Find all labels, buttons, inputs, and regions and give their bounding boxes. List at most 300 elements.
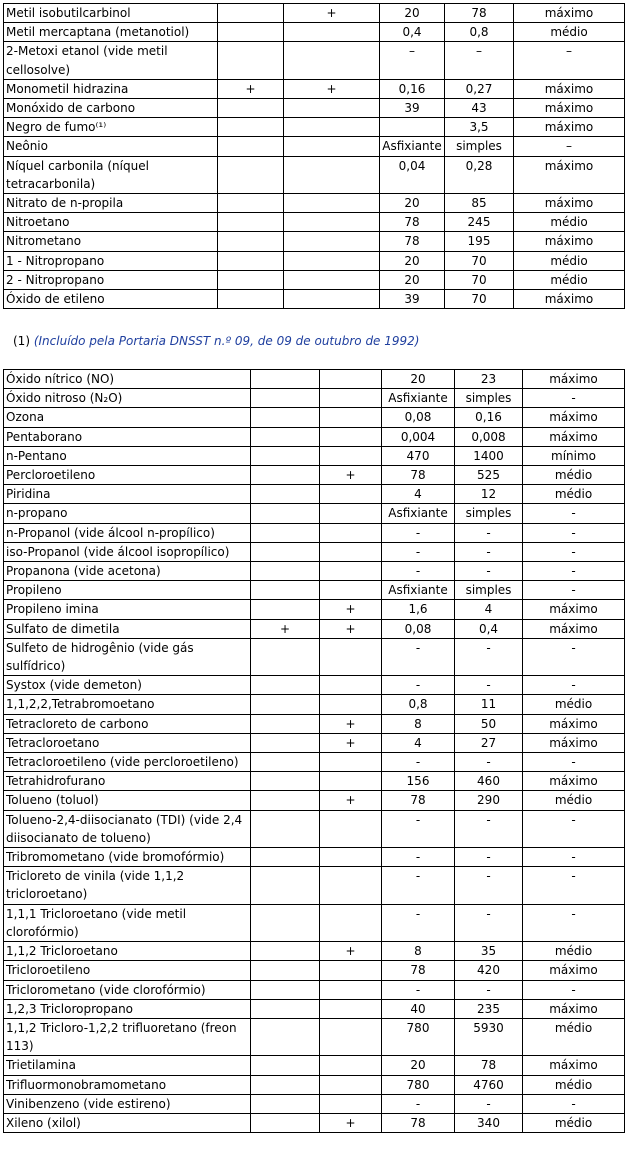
mark-col-a-cell: [251, 485, 320, 504]
grade-cell: máximo: [523, 408, 625, 427]
mark-col-b-cell: [284, 137, 380, 156]
value-mg-cell: 78: [445, 4, 514, 23]
value-mg-cell: 245: [445, 213, 514, 232]
grade-cell: -: [523, 562, 625, 581]
mark-col-a-cell: [251, 1113, 320, 1132]
table-row: [4, 523, 625, 542]
value-ppm-cell: 78: [380, 213, 445, 232]
substance-name-cell: 2-Metoxi etanol (vide metil cellosolve): [4, 42, 218, 79]
mark-col-a-cell: [218, 156, 284, 193]
mark-col-b-cell: +: [320, 942, 382, 961]
value-mg-cell: 50: [455, 714, 523, 733]
substance-name-cell: Monometil hidrazina: [4, 79, 218, 98]
substance-name-cell: Óxido nítrico (NO): [4, 370, 251, 389]
value-mg-cell: -: [455, 676, 523, 695]
table-row: [4, 1075, 625, 1094]
substance-name-cell: Nitrato de n-propila: [4, 194, 218, 213]
table-row: [4, 695, 625, 714]
value-mg-cell: 12: [455, 485, 523, 504]
mark-col-b-cell: [284, 23, 380, 42]
value-mg-cell: 4760: [455, 1075, 523, 1094]
value-mg-cell: -: [455, 848, 523, 867]
grade-cell: máximo: [523, 600, 625, 619]
mark-col-a-cell: [251, 638, 320, 675]
substance-name-cell: 1,1,2 Tricloroetano: [4, 942, 251, 961]
value-mg-cell: -: [455, 638, 523, 675]
grade-cell: médio: [523, 942, 625, 961]
table-row: [4, 904, 625, 941]
grade-cell: máximo: [523, 1056, 625, 1075]
mark-col-b-cell: +: [284, 4, 380, 23]
value-mg-cell: 0,8: [445, 23, 514, 42]
mark-col-b-cell: [320, 370, 382, 389]
value-ppm-cell: 39: [380, 99, 445, 118]
grade-cell: -: [523, 810, 625, 847]
value-ppm-cell: 40: [382, 999, 455, 1018]
value-ppm-cell: 20: [380, 4, 445, 23]
mark-col-a-cell: [251, 504, 320, 523]
mark-col-a-cell: [251, 848, 320, 867]
value-mg-cell: -: [455, 867, 523, 904]
table-row: [4, 942, 625, 961]
mark-col-a-cell: [218, 42, 284, 79]
value-mg-cell: 235: [455, 999, 523, 1018]
substance-name-cell: Neônio: [4, 137, 218, 156]
grade-cell: máximo: [523, 619, 625, 638]
mark-col-a-cell: [251, 714, 320, 733]
mark-col-b-cell: +: [320, 733, 382, 752]
mark-col-a-cell: [218, 4, 284, 23]
substance-name-cell: Sulfeto de hidrogênio (vide gás sulfídrico): [4, 638, 251, 675]
value-mg-cell: 0,008: [455, 427, 523, 446]
mark-col-a-cell: [218, 232, 284, 251]
value-mg-cell: -: [455, 1094, 523, 1113]
value-mg-cell: 290: [455, 791, 523, 810]
mark-col-a-cell: [251, 1056, 320, 1075]
substance-name-cell: 1,1,2,2,Tetrabromoetano: [4, 695, 251, 714]
value-ppm-cell: -: [382, 810, 455, 847]
table-row: [4, 867, 625, 904]
value-ppm-cell: -: [382, 753, 455, 772]
value-ppm-cell: 78: [382, 791, 455, 810]
value-ppm-cell: 0,04: [380, 156, 445, 193]
mark-col-a-cell: [218, 194, 284, 213]
table-row: [4, 446, 625, 465]
grade-cell: máximo: [514, 290, 625, 309]
mark-col-b-cell: [320, 980, 382, 999]
mark-col-a-cell: [218, 23, 284, 42]
grade-cell: médio: [523, 485, 625, 504]
table-row: [4, 137, 625, 156]
mark-col-b-cell: [320, 999, 382, 1018]
table-row: [4, 848, 625, 867]
value-mg-cell: 35: [455, 942, 523, 961]
grade-cell: médio: [514, 213, 625, 232]
grade-cell: -: [523, 523, 625, 542]
value-ppm-cell: -: [382, 523, 455, 542]
mark-col-b-cell: [320, 810, 382, 847]
mark-col-b-cell: [320, 1018, 382, 1055]
table-row: [4, 118, 625, 137]
table-row: [4, 42, 625, 79]
grade-cell: médio: [514, 23, 625, 42]
mark-col-b-cell: +: [320, 600, 382, 619]
value-mg-cell: 3,5: [445, 118, 514, 137]
mark-col-a-cell: [251, 695, 320, 714]
substance-name-cell: Tribromometano (vide bromofórmio): [4, 848, 251, 867]
mark-col-b-cell: [284, 42, 380, 79]
value-ppm-cell: –: [380, 42, 445, 79]
table-row: [4, 562, 625, 581]
table-row: [4, 251, 625, 270]
value-mg-cell: 460: [455, 772, 523, 791]
substance-name-cell: 1,1,1 Tricloroetano (vide metil clorofórmio): [4, 904, 251, 941]
mark-col-b-cell: [320, 389, 382, 408]
substance-name-cell: Percloroetileno: [4, 466, 251, 485]
table-row: [4, 961, 625, 980]
value-ppm-cell: 20: [382, 370, 455, 389]
mark-col-a-cell: [251, 581, 320, 600]
mark-col-a-cell: [251, 733, 320, 752]
mark-col-b-cell: [320, 848, 382, 867]
value-ppm-cell: 780: [382, 1075, 455, 1094]
substance-name-cell: Monóxido de carbono: [4, 99, 218, 118]
substance-name-cell: Trifluormonobramometano: [4, 1075, 251, 1094]
substance-name-cell: Piridina: [4, 485, 251, 504]
table-row: [4, 753, 625, 772]
substance-name-cell: Systox (vide demeton): [4, 676, 251, 695]
grade-cell: máximo: [514, 79, 625, 98]
value-mg-cell: -: [455, 542, 523, 561]
substance-name-cell: Triclorometano (vide clorofórmio): [4, 980, 251, 999]
mark-col-b-cell: +: [320, 466, 382, 485]
value-ppm-cell: 0,08: [382, 408, 455, 427]
mark-col-b-cell: [320, 1094, 382, 1113]
grade-cell: médio: [514, 251, 625, 270]
value-mg-cell: 70: [445, 270, 514, 289]
substance-name-cell: 1 - Nitropropano: [4, 251, 218, 270]
value-mg-cell: 0,16: [455, 408, 523, 427]
table-row: [4, 156, 625, 193]
mark-col-b-cell: [320, 772, 382, 791]
mark-col-b-cell: [284, 194, 380, 213]
value-ppm-cell: 20: [382, 1056, 455, 1075]
substance-name-cell: Tetrahidrofurano: [4, 772, 251, 791]
substance-name-cell: Propileno imina: [4, 600, 251, 619]
mark-col-b-cell: [320, 581, 382, 600]
mark-col-a-cell: [251, 1075, 320, 1094]
footnote: [13, 333, 419, 349]
table-row: [4, 600, 625, 619]
mark-col-b-cell: [320, 427, 382, 446]
substance-name-cell: Ozona: [4, 408, 251, 427]
value-ppm-cell: 20: [380, 194, 445, 213]
mark-col-b-cell: [284, 156, 380, 193]
mark-col-a-cell: [251, 980, 320, 999]
mark-col-a-cell: [251, 676, 320, 695]
value-mg-cell: 85: [445, 194, 514, 213]
mark-col-a-cell: [251, 562, 320, 581]
value-ppm-cell: -: [382, 848, 455, 867]
value-ppm-cell: -: [382, 980, 455, 999]
substance-name-cell: Óxido nitroso (N₂O): [4, 389, 251, 408]
mark-col-b-cell: [284, 99, 380, 118]
mark-col-a-cell: [251, 772, 320, 791]
grade-cell: -: [523, 867, 625, 904]
value-mg-cell: 27: [455, 733, 523, 752]
value-ppm-cell: 780: [382, 1018, 455, 1055]
grade-cell: máximo: [514, 232, 625, 251]
grade-cell: -: [523, 389, 625, 408]
grade-cell: médio: [523, 1113, 625, 1132]
mark-col-a-cell: [251, 810, 320, 847]
table-row: [4, 999, 625, 1018]
grade-cell: médio: [523, 466, 625, 485]
substance-name-cell: Trietilamina: [4, 1056, 251, 1075]
mark-col-a-cell: [251, 466, 320, 485]
table-row: [4, 389, 625, 408]
value-ppm-cell: -: [382, 638, 455, 675]
grade-cell: -: [523, 676, 625, 695]
substance-name-cell: Nitroetano: [4, 213, 218, 232]
table-row: [4, 290, 625, 309]
table-row: [4, 638, 625, 675]
value-ppm-cell: -: [382, 867, 455, 904]
mark-col-b-cell: [320, 523, 382, 542]
grade-cell: -: [523, 504, 625, 523]
mark-col-a-cell: [251, 542, 320, 561]
mark-col-a-cell: [218, 270, 284, 289]
table-row: [4, 542, 625, 561]
value-mg-cell: 420: [455, 961, 523, 980]
mark-col-b-cell: [320, 1075, 382, 1094]
mark-col-a-cell: [218, 290, 284, 309]
substance-name-cell: 1,1,2 Tricloro-1,2,2 trifluoretano (freon 113): [4, 1018, 251, 1055]
table-row: [4, 408, 625, 427]
table-row: [4, 1094, 625, 1113]
value-mg-cell: simples: [455, 389, 523, 408]
mark-col-a-cell: [251, 408, 320, 427]
grade-cell: –: [514, 42, 625, 79]
value-ppm-cell: 78: [382, 466, 455, 485]
value-ppm-cell: 20: [380, 270, 445, 289]
mark-col-a-cell: [251, 942, 320, 961]
value-mg-cell: 78: [455, 1056, 523, 1075]
table-row: [4, 213, 625, 232]
table-row: [4, 270, 625, 289]
grade-cell: -: [523, 848, 625, 867]
mark-col-a-cell: [251, 904, 320, 941]
table-row: [4, 772, 625, 791]
mark-col-b-cell: [320, 485, 382, 504]
table-row: [4, 485, 625, 504]
mark-col-b-cell: [284, 232, 380, 251]
value-mg-cell: 5930: [455, 1018, 523, 1055]
table-row: [4, 370, 625, 389]
value-ppm-cell: 78: [382, 961, 455, 980]
mark-col-a-cell: +: [218, 79, 284, 98]
substance-name-cell: Negro de fumo⁽¹⁾: [4, 118, 218, 137]
mark-col-b-cell: [320, 1056, 382, 1075]
mark-col-b-cell: [284, 118, 380, 137]
mark-col-a-cell: [251, 867, 320, 904]
substance-name-cell: n-propano: [4, 504, 251, 523]
table-row: [4, 99, 625, 118]
table-row: [4, 4, 625, 23]
grade-cell: máximo: [523, 427, 625, 446]
substance-name-cell: Tolueno-2,4-diisocianato (TDI) (vide 2,4 diisocianato de tolueno): [4, 810, 251, 847]
value-ppm-cell: -: [382, 904, 455, 941]
substance-name-cell: Pentaborano: [4, 427, 251, 446]
mark-col-a-cell: [218, 213, 284, 232]
mark-col-b-cell: +: [320, 791, 382, 810]
table-row: [4, 619, 625, 638]
mark-col-b-cell: [284, 290, 380, 309]
substance-name-cell: Níquel carbonila (níquel tetracarbonila): [4, 156, 218, 193]
value-mg-cell: 340: [455, 1113, 523, 1132]
value-mg-cell: 70: [445, 251, 514, 270]
grade-cell: -: [523, 638, 625, 675]
mark-col-a-cell: [251, 427, 320, 446]
mark-col-a-cell: [251, 446, 320, 465]
value-ppm-cell: -: [382, 676, 455, 695]
table-row: [4, 1056, 625, 1075]
substance-name-cell: Nitrometano: [4, 232, 218, 251]
value-ppm-cell: -: [382, 542, 455, 561]
mark-col-b-cell: [284, 251, 380, 270]
grade-cell: mínimo: [523, 446, 625, 465]
value-mg-cell: 43: [445, 99, 514, 118]
value-ppm-cell: -: [382, 1094, 455, 1113]
mark-col-b-cell: [320, 542, 382, 561]
substance-name-cell: iso-Propanol (vide álcool isopropílico): [4, 542, 251, 561]
value-ppm-cell: 1,6: [382, 600, 455, 619]
mark-col-a-cell: [251, 370, 320, 389]
grade-cell: máximo: [514, 194, 625, 213]
value-mg-cell: 525: [455, 466, 523, 485]
mark-col-b-cell: [320, 638, 382, 675]
value-mg-cell: 70: [445, 290, 514, 309]
mark-col-b-cell: [320, 904, 382, 941]
value-mg-cell: 0,4: [455, 619, 523, 638]
table-row: [4, 714, 625, 733]
mark-col-b-cell: [320, 961, 382, 980]
grade-cell: máximo: [514, 99, 625, 118]
value-ppm-cell: Asfixiante: [382, 581, 455, 600]
substance-name-cell: Propileno: [4, 581, 251, 600]
value-ppm-cell: 20: [380, 251, 445, 270]
substance-name-cell: Tetracloroetano: [4, 733, 251, 752]
grade-cell: máximo: [523, 961, 625, 980]
table-row: [4, 194, 625, 213]
grade-cell: -: [523, 904, 625, 941]
grade-cell: médio: [523, 791, 625, 810]
table-row: [4, 791, 625, 810]
value-ppm-cell: 0,004: [382, 427, 455, 446]
value-mg-cell: -: [455, 810, 523, 847]
mark-col-b-cell: +: [320, 714, 382, 733]
mark-col-a-cell: [218, 118, 284, 137]
substance-name-cell: Metil isobutilcarbinol: [4, 4, 218, 23]
substance-name-cell: Tetracloroetileno (vide percloroetileno): [4, 753, 251, 772]
value-ppm-cell: Asfixiante: [382, 389, 455, 408]
table-row: [4, 232, 625, 251]
value-ppm-cell: 156: [382, 772, 455, 791]
grade-cell: -: [523, 542, 625, 561]
footnote-marker: (1): [13, 334, 30, 348]
mark-col-b-cell: [284, 213, 380, 232]
table-row: [4, 581, 625, 600]
mark-col-a-cell: [218, 137, 284, 156]
mark-col-a-cell: [251, 1018, 320, 1055]
value-ppm-cell: Asfixiante: [380, 137, 445, 156]
grade-cell: médio: [523, 1075, 625, 1094]
value-ppm-cell: 8: [382, 714, 455, 733]
value-ppm-cell: 78: [382, 1113, 455, 1132]
grade-cell: máximo: [523, 999, 625, 1018]
grade-cell: -: [523, 1094, 625, 1113]
mark-col-a-cell: [251, 1094, 320, 1113]
substance-name-cell: 1,2,3 Tricloropropano: [4, 999, 251, 1018]
grade-cell: -: [523, 980, 625, 999]
mark-col-b-cell: [320, 562, 382, 581]
mark-col-a-cell: [218, 99, 284, 118]
value-ppm-cell: 78: [380, 232, 445, 251]
mark-col-a-cell: [251, 961, 320, 980]
substance-name-cell: Tricloreto de vinila (vide 1,1,2 tricloroetano): [4, 867, 251, 904]
grade-cell: -: [523, 753, 625, 772]
value-mg-cell: 4: [455, 600, 523, 619]
mark-col-b-cell: [320, 695, 382, 714]
table-row: [4, 676, 625, 695]
value-mg-cell: 11: [455, 695, 523, 714]
footnote-text: (Incluído pela Portaria DNSST n.º 09, de 09 de outubro de 1992): [33, 334, 420, 348]
grade-cell: máximo: [514, 156, 625, 193]
value-ppm-cell: [380, 118, 445, 137]
grade-cell: -: [523, 581, 625, 600]
value-mg-cell: -: [455, 753, 523, 772]
value-ppm-cell: 4: [382, 485, 455, 504]
substance-name-cell: Sulfato de dimetila: [4, 619, 251, 638]
value-mg-cell: simples: [455, 581, 523, 600]
table-row: [4, 1113, 625, 1132]
substance-name-cell: Óxido de etileno: [4, 290, 218, 309]
table-row: [4, 733, 625, 752]
grade-cell: máximo: [514, 4, 625, 23]
substance-name-cell: Tolueno (toluol): [4, 791, 251, 810]
mark-col-b-cell: [320, 753, 382, 772]
substance-name-cell: n-Propanol (vide álcool n-propílico): [4, 523, 251, 542]
grade-cell: máximo: [514, 118, 625, 137]
mark-col-a-cell: [251, 523, 320, 542]
value-ppm-cell: 0,16: [380, 79, 445, 98]
value-mg-cell: -: [455, 562, 523, 581]
mark-col-b-cell: [320, 504, 382, 523]
mark-col-a-cell: [251, 389, 320, 408]
table-row: [4, 466, 625, 485]
value-mg-cell: simples: [445, 137, 514, 156]
value-mg-cell: -: [455, 980, 523, 999]
table-row: [4, 79, 625, 98]
substance-name-cell: Tetracloreto de carbono: [4, 714, 251, 733]
table-row: [4, 504, 625, 523]
mark-col-b-cell: +: [320, 1113, 382, 1132]
table-row: [4, 810, 625, 847]
table-row: [4, 1018, 625, 1055]
mark-col-a-cell: [251, 753, 320, 772]
mark-col-b-cell: [320, 676, 382, 695]
value-mg-cell: -: [455, 904, 523, 941]
